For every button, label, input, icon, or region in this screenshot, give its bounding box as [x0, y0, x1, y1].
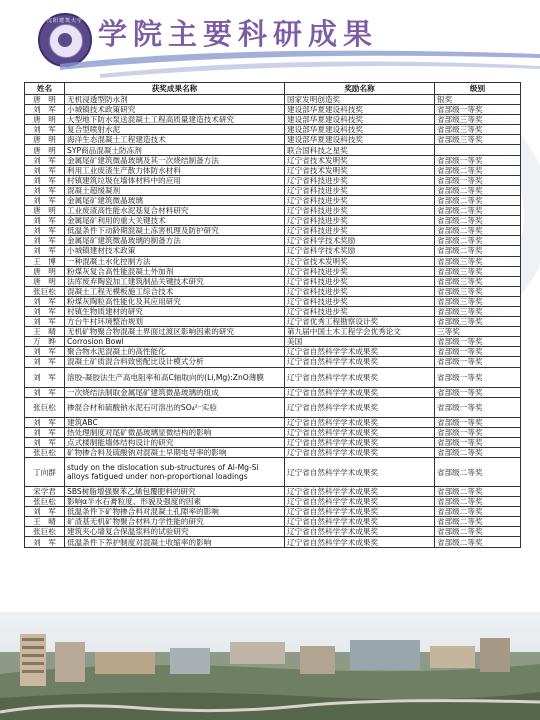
header-achievement: 获奖成果名称 [65, 83, 285, 95]
cell-level: 省部级一等奖 [435, 387, 521, 397]
cell-award: 辽宁省科学技术奖励 [285, 246, 435, 256]
cell-name: 刘 军 [25, 185, 65, 195]
cell-award: 辽宁省科技进步奖 [285, 175, 435, 185]
cell-award: 辽宁省技术发明奖 [285, 155, 435, 165]
table-row [25, 195, 521, 205]
table-row [25, 206, 521, 216]
cell-achievement: 低温条件下矿物掺合料对混凝土孔隙率的影响 [65, 507, 285, 517]
cell-award: 辽宁省自然科学学术成果奖 [285, 527, 435, 537]
cell-level: 省部级三等奖 [435, 286, 521, 296]
table-row [25, 347, 521, 357]
table-row [25, 125, 521, 135]
cell-award: 建设部华夏建设科技奖 [285, 125, 435, 135]
cell-name: 唐 明 [25, 145, 65, 155]
cell-achievement: 海洋生态混凝土工程建造技术 [65, 135, 285, 145]
cell-award: 辽宁省自然科学学术成果奖 [285, 537, 435, 547]
table-row [25, 236, 521, 246]
cell-name: 刘 军 [25, 367, 65, 387]
cell-level: 省部级三等奖 [435, 256, 521, 266]
cell-name: 刘 军 [25, 347, 65, 357]
cell-award: 国家发明创造奖 [285, 95, 435, 105]
cell-level: 省部级一等奖 [435, 357, 521, 367]
table-row [25, 286, 521, 296]
table-row [25, 427, 521, 437]
table-row [25, 145, 521, 155]
cell-achievement: 工业废渣高性能水泥基复合材料研究 [65, 206, 285, 216]
table-row [25, 437, 521, 447]
cell-achievement: 村镇建筑垃圾在墙体材料中的应用 [65, 175, 285, 185]
table-row [25, 317, 521, 327]
cell-name: 刘 军 [25, 216, 65, 226]
cell-name: 唐 明 [25, 135, 65, 145]
cell-achievement: 混凝土工程无模板施工综合技术 [65, 286, 285, 296]
table-row [25, 216, 521, 226]
cell-name: 刘 军 [25, 195, 65, 205]
cell-level: 省部级一等奖 [435, 437, 521, 447]
cell-level: 省部级一等奖 [435, 337, 521, 347]
campus-photo [0, 612, 540, 720]
cell-achievement: 混凝土超缓凝剂 [65, 185, 285, 195]
cell-award: 辽宁省自然科学学术成果奖 [285, 397, 435, 417]
table-row [25, 246, 521, 256]
cell-award: 辽宁省自然科学学术成果奖 [285, 367, 435, 387]
cell-achievement: SBS树脂增强聚苯乙烯包覆肥料的研究 [65, 487, 285, 497]
table-row [25, 497, 521, 507]
cell-achievement: 村镇生物质建材的研究 [65, 306, 285, 316]
cell-name: 张巨松 [25, 527, 65, 537]
cell-level: 省部级二等奖 [435, 165, 521, 175]
table-row [25, 105, 521, 115]
cell-award: 辽宁省科技进步奖 [285, 276, 435, 286]
cell-achievement: 混凝土矿质混合料致密配比设计模式分析 [65, 357, 285, 367]
cell-award: 辽宁省科学技术奖励 [285, 236, 435, 246]
table-row [25, 95, 521, 105]
cell-level: 省部级一等奖 [435, 155, 521, 165]
cell-award: 辽宁省自然科学学术成果奖 [285, 357, 435, 367]
cell-achievement: 一种混凝土水化控制方法 [65, 256, 285, 266]
cell-level [435, 145, 521, 155]
cell-award: 联合国科技之星奖 [285, 145, 435, 155]
table-row [25, 507, 521, 517]
cell-level: 省部级二等奖 [435, 195, 521, 205]
cell-level: 省部级二等奖 [435, 497, 521, 507]
cell-award: 建设部华夏建设科技奖 [285, 135, 435, 145]
cell-name: 王 晴 [25, 327, 65, 337]
cell-achievement: 无机浸透型防水剂 [65, 95, 285, 105]
table-row [25, 165, 521, 175]
cell-name: 刘 军 [25, 357, 65, 367]
cell-name: 刘 军 [25, 226, 65, 236]
cell-award: 第九届中国土木工程学会优秀论文 [285, 327, 435, 337]
cell-achievement: 金属尾矿利用的重大关键技术 [65, 216, 285, 226]
cell-name: 唐 明 [25, 95, 65, 105]
cell-award: 辽宁省自然科学学术成果奖 [285, 507, 435, 517]
cell-achievement: 一次烧结法制取金属尾矿建筑微晶玻璃的组成 [65, 387, 285, 397]
cell-award: 辽宁省自然科学学术成果奖 [285, 497, 435, 507]
page-title: 学院主要科研成果 [98, 17, 379, 51]
table-row [25, 306, 521, 316]
table-row [25, 266, 521, 276]
cell-level: 省部级二等奖 [435, 537, 521, 547]
table-row [25, 517, 521, 527]
table-row [25, 367, 521, 387]
table-row [25, 276, 521, 286]
table-row [25, 537, 521, 547]
cell-achievement: 粉煤灰陶粒高性能化及其应用研究 [65, 296, 285, 306]
cell-name: 王 晴 [25, 517, 65, 527]
cell-achievement: 影响α半水石膏粒度、形貌及强度的因素 [65, 497, 285, 507]
cell-level: 省部级一等奖 [435, 105, 521, 115]
cell-name: 万 晔 [25, 337, 65, 347]
cell-level: 省部级一等奖 [435, 367, 521, 387]
table-row [25, 327, 521, 337]
cell-name: 唐 明 [25, 206, 65, 216]
cell-name: 刘 军 [25, 246, 65, 256]
cell-achievement: 金属尾矿建筑微晶玻璃 [65, 195, 285, 205]
cell-achievement: 法库废弃陶瓷加工建筑制品关键技术研究 [65, 276, 285, 286]
header-award: 奖励名称 [285, 83, 435, 95]
cell-achievement: 无机矿物聚合物混凝土界面过渡区影响因素的研究 [65, 327, 285, 337]
table-row [25, 397, 521, 417]
table-row [25, 527, 521, 537]
cell-achievement: 聚合物水泥混凝土的高性能化 [65, 347, 285, 357]
cell-award: 辽宁省科技进步奖 [285, 216, 435, 226]
table-row [25, 487, 521, 497]
cell-award: 辽宁省自然科学学术成果奖 [285, 437, 435, 447]
cell-award: 建设部华夏建设科技奖 [285, 105, 435, 115]
header-level: 级别 [435, 83, 521, 95]
cell-award: 辽宁省自然科学学术成果奖 [285, 427, 435, 437]
cell-award: 美国 [285, 337, 435, 347]
cell-name: 刘 军 [25, 417, 65, 427]
cell-name: 刘 军 [25, 306, 65, 316]
cell-achievement: 溶胶-凝胶法生产高电阻率和高C轴取向的(Li,Mg):ZnO薄膜 [65, 367, 285, 387]
cell-level: 省部级二等奖 [435, 447, 521, 457]
table-row [25, 357, 521, 367]
cell-award: 辽宁省自然科学学术成果奖 [285, 517, 435, 527]
cell-achievement: study on the dislocation sub-structures of Al-Mg-Si alloys fatigued under non-proportional loadings [65, 458, 285, 487]
cell-achievement: 金属尾矿建筑微晶玻璃的制备方法 [65, 236, 285, 246]
cell-level: 省部级三等奖 [435, 115, 521, 125]
cell-achievement: 建筑夹心墙复合保温浆料的试验研究 [65, 527, 285, 537]
cell-level: 省部级三等奖 [435, 306, 521, 316]
table-row [25, 337, 521, 347]
cell-award: 辽宁省自然科学学术成果奖 [285, 417, 435, 427]
cell-level: 省部级一等奖 [435, 427, 521, 437]
cell-level: 三等奖 [435, 327, 521, 337]
cell-name: 王 博 [25, 256, 65, 266]
cell-level: 省部级二等奖 [435, 507, 521, 517]
cell-achievement: 大型地下防水泵送混凝土工程高质量建造技术研究 [65, 115, 285, 125]
cell-award: 辽宁省自然科学学术成果奖 [285, 447, 435, 457]
table-row [25, 226, 521, 236]
cell-name: 刘 军 [25, 236, 65, 246]
cell-achievement: 小城镇技术政策研究 [65, 105, 285, 115]
cell-name: 刘 军 [25, 105, 65, 115]
cell-award: 辽宁省科技进步奖 [285, 226, 435, 236]
cell-achievement: 低温条件下动龄期混凝土冻害机理及防护研究 [65, 226, 285, 236]
cell-level: 省部级一等奖 [435, 175, 521, 185]
cell-award: 辽宁省科技进步奖 [285, 206, 435, 216]
cell-name: 刘 军 [25, 296, 65, 306]
cell-name: 宋学君 [25, 487, 65, 497]
cell-level: 省部级二等奖 [435, 206, 521, 216]
table-row [25, 256, 521, 266]
cell-achievement: 热处理制度对尾矿微晶玻璃显微结构的影响 [65, 427, 285, 437]
cell-award: 辽宁省科技进步奖 [285, 296, 435, 306]
cell-award: 辽宁省科技进步奖 [285, 185, 435, 195]
cell-award: 辽宁省科技进步奖 [285, 286, 435, 296]
cell-level: 省部级二等奖 [435, 226, 521, 236]
cell-name: 刘 军 [25, 175, 65, 185]
cell-name: 刘 军 [25, 437, 65, 447]
cell-level: 省部级一等奖 [435, 347, 521, 357]
cell-level: 省部级二等奖 [435, 517, 521, 527]
cell-name: 唐 明 [25, 276, 65, 286]
cell-award: 辽宁省科技进步奖 [285, 195, 435, 205]
cell-award: 建设部华夏建设科技奖 [285, 115, 435, 125]
cell-level: 省部级二等奖 [435, 185, 521, 195]
cell-level: 省部级二等奖 [435, 527, 521, 537]
cell-level: 银奖 [435, 95, 521, 105]
cell-name: 张巨松 [25, 447, 65, 457]
cell-achievement: 复合型喷射水泥 [65, 125, 285, 135]
table-header-row [25, 83, 521, 95]
table-row [25, 387, 521, 397]
cell-level: 省部级三等奖 [435, 266, 521, 276]
table-row [25, 115, 521, 125]
cell-award: 辽宁省科技进步奖 [285, 306, 435, 316]
cell-award: 辽宁省自然科学学术成果奖 [285, 487, 435, 497]
cell-name: 张巨松 [25, 397, 65, 417]
cell-level: 省部级二等奖 [435, 236, 521, 246]
cell-level: 省部级三等奖 [435, 125, 521, 135]
cell-name: 张巨松 [25, 286, 65, 296]
cell-name: 刘 军 [25, 155, 65, 165]
cell-name: 刘 军 [25, 507, 65, 517]
cell-name: 刘 军 [25, 165, 65, 175]
table-row [25, 447, 521, 457]
cell-level: 省部级一等奖 [435, 397, 521, 417]
cell-achievement: 小城镇建材技术政策 [65, 246, 285, 256]
cell-level: 省部级二等奖 [435, 246, 521, 256]
awards-table [24, 82, 521, 548]
cell-achievement: 建筑ABC [65, 417, 285, 427]
table-row [25, 175, 521, 185]
cell-award: 辽宁省优秀工程勘察设计奖 [285, 317, 435, 327]
cell-achievement: 矿物掺合料及硫酸钠对混凝土早期电导率的影响 [65, 447, 285, 457]
awards-table-body [25, 95, 521, 548]
cell-name: 刘 军 [25, 125, 65, 135]
table-row [25, 296, 521, 306]
cell-achievement: SYP商品混凝土防冻剂 [65, 145, 285, 155]
cell-name: 刘 军 [25, 537, 65, 547]
cell-award: 辽宁省自然科学学术成果奖 [285, 347, 435, 357]
cell-achievement: 矿渣基无机矿物聚合材料力学性能的研究 [65, 517, 285, 527]
cell-level: 省部级二等奖 [435, 487, 521, 497]
cell-achievement: 点式楼制能墙体结构设计的研究 [65, 437, 285, 447]
header-name: 姓名 [25, 83, 65, 95]
cell-level: 省部级二等奖 [435, 216, 521, 226]
cell-achievement: 金属尾矿建筑微晶玻璃及其一次烧结制备方法 [65, 155, 285, 165]
cell-achievement: 掺混合材和硫酸钠水泥石可溶出的SO₄²⁻实验 [65, 397, 285, 417]
cell-name: 刘 军 [25, 427, 65, 437]
cell-level: 省部级三等奖 [435, 135, 521, 145]
cell-level: 省部级二等奖 [435, 458, 521, 487]
cell-award: 辽宁省技术发明奖 [285, 256, 435, 266]
table-row [25, 155, 521, 165]
page-header [0, 0, 540, 78]
cell-achievement: Corrosion Bowl [65, 337, 285, 347]
cell-award: 辽宁省自然科学学术成果奖 [285, 458, 435, 487]
cell-level: 省部级三等奖 [435, 276, 521, 286]
cell-achievement: 粉煤灰复合高性能混凝土外加剂 [65, 266, 285, 276]
cell-name: 唐 明 [25, 266, 65, 276]
cell-achievement: 低温条件下养护制度对混凝土收缩率的影响 [65, 537, 285, 547]
cell-achievement: 利用工业废渣生产散力体防水材料 [65, 165, 285, 175]
cell-level: 省部级一等奖 [435, 417, 521, 427]
cell-award: 辽宁省自然科学学术成果奖 [285, 387, 435, 397]
cell-level: 省部级三等奖 [435, 296, 521, 306]
cell-name: 刘 军 [25, 387, 65, 397]
cell-award: 辽宁省科技进步奖 [285, 266, 435, 276]
cell-level: 省部级三等奖 [435, 317, 521, 327]
cell-name: 唐 明 [25, 115, 65, 125]
table-row [25, 417, 521, 427]
cell-award: 辽宁省技术发明奖 [285, 165, 435, 175]
cell-achievement: 方台牛村环境整治规划 [65, 317, 285, 327]
cell-name: 刘 军 [25, 317, 65, 327]
cell-name: 张巨松 [25, 497, 65, 507]
table-row [25, 185, 521, 195]
table-row [25, 135, 521, 145]
logo-text: 沈阳建筑大学 [46, 18, 83, 24]
cell-name: 丁向群 [25, 458, 65, 487]
table-row [25, 458, 521, 487]
